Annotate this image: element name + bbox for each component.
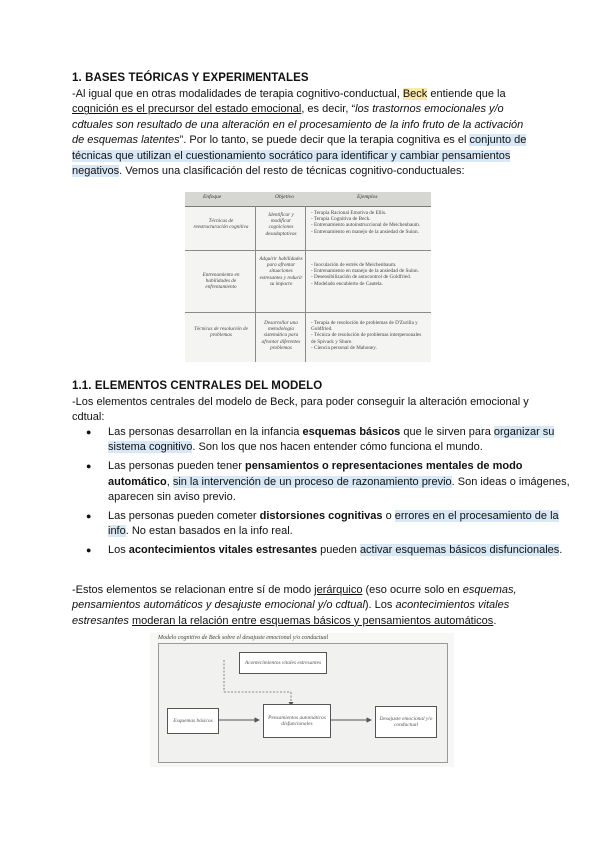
text-run: Las personas desarrollan en la infancia <box>108 426 303 438</box>
text-run: Los <box>108 544 129 557</box>
list-item: - Entrenamiento autoinstruccional de Meichenbaum. <box>311 222 421 229</box>
model-intro-paragraph: -Los elementos centrales del modelo de Beck, para poder conseguir la alteración emocional y cdtual: <box>72 396 529 424</box>
underlined-text: moderan la relación entre esquemas básicos y pensamientos automáticos <box>131 614 494 627</box>
intro-paragraph <box>72 87 534 179</box>
text-run: . No estan basados en la info real. <box>125 525 293 538</box>
text-run: -Estos elementos se relacionan entre sí de modo <box>72 584 315 596</box>
table-divider <box>185 250 431 251</box>
table-cell-list <box>311 210 427 235</box>
highlighted-text: conjunto de técnicas que utilizan el cuestionamiento socrático para identificar y cambiar pensamientos negativos <box>72 134 527 178</box>
highlighted-text: organizar su sistema cognitivo <box>108 426 555 454</box>
italic-text: esquemas, pensamientos automáticos y desajuste emocional y/o cdtual <box>72 584 517 612</box>
techniques-table <box>185 192 431 362</box>
box-esquemas: Esquemas básicos <box>167 708 219 734</box>
text-run: . Son los que nos hacen entender cómo funciona el mundo. <box>192 441 483 454</box>
list-item: - Modelado encubierto de Cautela. <box>311 280 383 287</box>
list-item: - Inoculación de estrés de Meichenbaum. <box>311 262 397 268</box>
text-run: -Al igual que en otras modalidades de terapia cognitivo-conductual, <box>72 88 403 100</box>
text-run: ). Los <box>364 599 396 612</box>
highlighted-text: errores en el procesamiento de la info <box>108 510 559 538</box>
list-item <box>108 543 570 558</box>
text-run: , <box>166 475 173 488</box>
text-run: . <box>559 544 563 557</box>
box-acontecimientos: Acontecimientos vitales estresantes <box>239 652 327 674</box>
table-cell-list <box>311 262 427 287</box>
table-cell: Identificar y modificar cogniciones desadaptativas <box>265 212 297 237</box>
list-item: - Terapia de resolución de problemas de D'Zurilla y Goldfried. <box>311 320 418 333</box>
list-item: - Entrenamiento en manejo de la ansiedad de Suinn. <box>311 268 419 275</box>
table-cell: Técnicas de reestructuración cognitiva <box>193 218 249 231</box>
text-run: Las personas pueden cometer <box>108 510 260 523</box>
text-run: que le sirven para <box>400 426 494 438</box>
table-cell: Técnicas de resolución de problemas <box>194 326 248 339</box>
bold-text: esquemas básicos <box>302 426 401 438</box>
table-cell-list <box>311 320 427 351</box>
bold-text: distorsiones cognitivas <box>259 510 383 523</box>
list-item: - Terapia Racional Emotiva de Ellis. <box>311 210 387 216</box>
beck-model-diagram <box>150 633 454 767</box>
table-divider <box>185 312 431 313</box>
italic-text: acontecimientos vitales estresantes <box>72 599 510 627</box>
underlined-text: cognición es el precursor del estado emocional <box>72 103 302 116</box>
table-header <box>185 192 431 207</box>
hierarchy-paragraph <box>72 583 534 629</box>
diagram-frame <box>158 643 448 763</box>
text-run: (eso ocurre solo en <box>362 584 463 596</box>
list-item <box>108 425 570 456</box>
text-run: . Son ideas o imágenes, aparecen sin aviso previo. <box>108 475 570 504</box>
highlighted-beck: Beck <box>402 88 428 100</box>
table-divider <box>255 206 256 362</box>
highlighted-text: sin la intervención de un proceso de razonamiento previo <box>172 475 452 488</box>
list-item: - Entrenamiento en manejo de la ansiedad de Suinn. <box>311 228 419 235</box>
section-heading: 1.1. ELEMENTOS CENTRALES DEL MODELO <box>72 380 323 392</box>
italic-quote: los trastornos emocionales y/o cdtuales son resultado de una alteración en el procesamiento de la info fruto de la activación de esquemas latentes <box>72 103 524 147</box>
table-cell: Entrenamiento en habilidades de enfrentamiento <box>202 272 240 291</box>
text-run: o <box>382 510 395 523</box>
box-desajuste: Desajuste emocional y/o conductual <box>375 706 437 738</box>
text-run: pueden <box>317 544 360 557</box>
list-item: - Ciencia personal de Mahoney. <box>311 344 377 351</box>
box-pensamientos: Pensamientos automáticos disfuncionales <box>263 704 331 738</box>
diagram-title: Modelo cognitivo de Beck sobre el desajuste emocional y/o conductual <box>158 635 329 641</box>
table-divider <box>305 206 306 362</box>
highlighted-text: activar esquemas básicos disfuncionales <box>359 544 560 557</box>
list-item: - Desensibilización de autocontrol de Goldfried. <box>311 274 411 281</box>
text-run: , es decir, “ <box>301 103 356 116</box>
text-run: . <box>493 614 497 627</box>
text-run: ”. Por lo tanto, se puede decir que la terapia cognitiva es el <box>179 134 470 147</box>
table-header-cell: Enfoque <box>203 194 222 200</box>
elements-list <box>72 425 570 562</box>
list-item <box>108 459 570 505</box>
underlined-text: jerárquico <box>314 584 363 596</box>
list-item <box>108 509 570 540</box>
section-heading: 1. BASES TEÓRICAS Y EXPERIMENTALES <box>72 72 309 84</box>
bold-text: pensamientos o representaciones mentales de modo automático <box>108 460 523 488</box>
list-item: - Terapia Cognitiva de Beck. <box>311 216 371 223</box>
table-cell: Adquirir habilidades para afrontar situaciones estresantes y reducir su impacto <box>259 256 303 287</box>
table-header-cell: Ejemplos <box>357 194 378 200</box>
list-item: - Técnica de resolución de problemas interpersonales de Spivack y Shure. <box>311 332 422 345</box>
text-run: . Vemos una clasificación del resto de técnicas cognitivo-conductuales: <box>119 165 465 178</box>
bold-text: acontecimientos vitales estresantes <box>128 544 318 557</box>
table-cell: Desarrollar una metodología sistemática para afrontar diferentes problemas <box>261 320 301 351</box>
table-header-cell: Objetivo <box>275 194 294 200</box>
text-run: Las personas pueden tener <box>108 460 245 473</box>
text-run: entiende que la <box>427 88 506 100</box>
